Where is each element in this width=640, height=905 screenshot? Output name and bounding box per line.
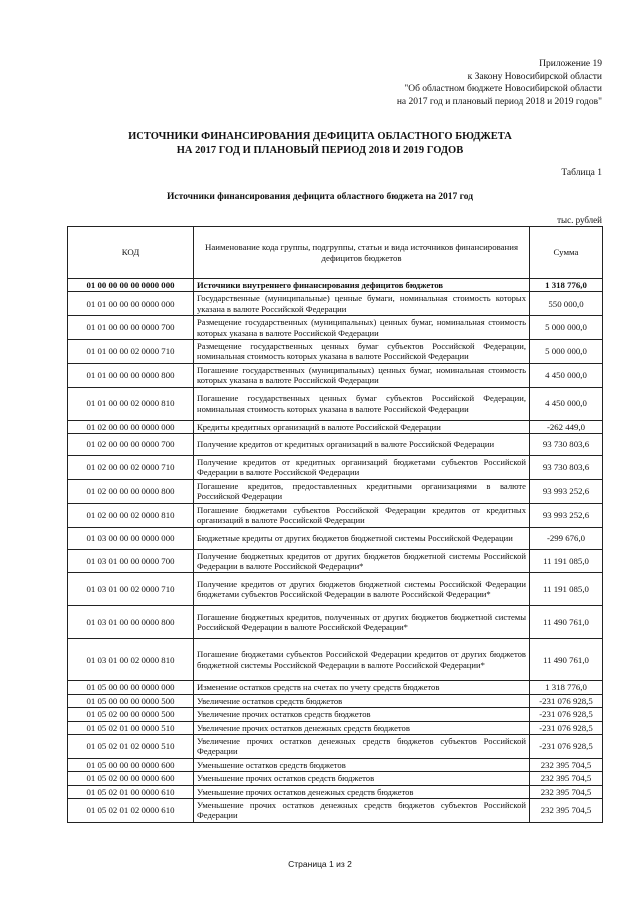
row-sum: 232 395 704,5 (530, 772, 603, 785)
row-code: 01 02 00 00 02 0000 810 (68, 503, 194, 527)
row-sum: 1 318 776,0 (530, 279, 603, 292)
row-code: 01 01 00 00 02 0000 710 (68, 340, 194, 364)
row-sum: -231 076 928,5 (530, 708, 603, 721)
table-subtitle: Источники финансирования дефицита областного бюджета на 2017 год (166, 192, 474, 202)
row-code: 01 02 00 00 00 0000 700 (68, 434, 194, 456)
header-name: Наименование кода группы, подгруппы, статьи и вида источников финансирования дефицитов бюджетов (194, 227, 530, 279)
row-sum: 232 395 704,5 (530, 785, 603, 798)
row-name: Размещение государственных ценных бумаг субъектов Российской Федерации, номинальная стоимость которых указана в валюте Российской Федерации (194, 340, 530, 364)
row-code: 01 02 00 00 02 0000 710 (68, 456, 194, 480)
row-name: Погашение бюджетных кредитов, полученных от других бюджетов бюджетной системы Российской Федерации в валюте Российской Федерации* (194, 606, 530, 639)
row-code: 01 05 02 00 00 0000 500 (68, 708, 194, 721)
row-sum: -231 076 928,5 (530, 721, 603, 734)
header-sum: Сумма (530, 227, 603, 279)
table-row (68, 721, 603, 734)
row-code: 01 05 02 01 02 0000 510 (68, 734, 194, 758)
row-code: 01 05 00 00 00 0000 600 (68, 758, 194, 771)
row-code: 01 03 01 00 02 0000 710 (68, 573, 194, 606)
row-name: Погашение бюджетами субъектов Российской Федерации кредитов от кредитных организаций в валюте Российской Федерации (194, 503, 530, 527)
row-name: Бюджетные кредиты от других бюджетов бюджетной системы Российской Федерации (194, 527, 530, 549)
table-number: Таблица 1 (561, 168, 602, 178)
table-row (68, 758, 603, 771)
row-name: Изменение остатков средств на счетах по учету средств бюджетов (194, 681, 530, 694)
appendix-line-2: к Закону Новосибирской области (467, 71, 602, 82)
table-row (68, 573, 603, 606)
row-sum: 93 993 252,6 (530, 479, 603, 503)
row-name: Кредиты кредитных организаций в валюте Российской Федерации (194, 420, 530, 433)
table-row (68, 456, 603, 480)
table-row (68, 798, 603, 822)
table-row (68, 772, 603, 785)
sources-table (67, 226, 603, 823)
table-row (68, 708, 603, 721)
row-name: Получение кредитов от кредитных организаций в валюте Российской Федерации (194, 434, 530, 456)
appendix-header (397, 58, 602, 108)
row-code: 01 05 00 00 00 0000 500 (68, 694, 194, 707)
row-code: 01 01 00 00 02 0000 810 (68, 387, 194, 420)
table-row (68, 606, 603, 639)
table-row (68, 316, 603, 340)
row-sum: 232 395 704,5 (530, 798, 603, 822)
table-row (68, 549, 603, 573)
document-title (0, 130, 640, 158)
row-sum: 4 450 000,0 (530, 363, 603, 387)
row-name: Получение кредитов от кредитных организаций бюджетами субъектов Российской Федерации в валюте Российской Федерации (194, 456, 530, 480)
row-code: 01 01 00 00 00 0000 800 (68, 363, 194, 387)
appendix-line-3: "Об областном бюджете Новосибирской области (404, 84, 602, 94)
row-name: Получение кредитов от других бюджетов бюджетной системы Российской Федерации бюджетами субъектов Российской Федерации в валюте Российской Федерации* (194, 573, 530, 606)
title-line-2: НА 2017 ГОД И ПЛАНОВЫЙ ПЕРИОД 2018 И 2019 ГОДОВ (176, 145, 464, 156)
row-name: Уменьшение прочих остатков денежных средств бюджетов субъектов Российской Федерации (194, 798, 530, 822)
row-code: 01 01 00 00 00 0000 700 (68, 316, 194, 340)
row-code: 01 03 01 00 00 0000 800 (68, 606, 194, 639)
table-row (68, 387, 603, 420)
appendix-line-1: Приложение 19 (539, 59, 602, 69)
row-sum: 5 000 000,0 (530, 340, 603, 364)
row-name: Государственные (муниципальные) ценные бумаги, номинальная стоимость которых указана в валюте Российской Федерации (194, 292, 530, 316)
table-row (68, 434, 603, 456)
row-name: Уменьшение прочих остатков денежных средств бюджетов (194, 785, 530, 798)
row-name: Получение бюджетных кредитов от других бюджетов бюджетной системы Российской Федерации в валюте Российской Федерации* (194, 549, 530, 573)
row-name: Погашение бюджетами субъектов Российской Федерации кредитов от других бюджетов бюджетной системы Российской Федерации в валюте Российской Федерации* (194, 639, 530, 681)
table-row (68, 694, 603, 707)
row-name: Увеличение остатков средств бюджетов (194, 694, 530, 707)
row-name: Погашение государственных (муниципальных) ценных бумаг, номинальная стоимость которых указана в валюте Российской Федерации (194, 363, 530, 387)
table-row (68, 279, 603, 292)
table-row (68, 503, 603, 527)
row-code: 01 03 01 00 02 0000 810 (68, 639, 194, 681)
row-name: Размещение государственных (муниципальных) ценных бумаг, номинальная стоимость которых указана в валюте Российской Федерации (194, 316, 530, 340)
row-code: 01 03 00 00 00 0000 000 (68, 527, 194, 549)
row-name: Погашение государственных ценных бумаг субъектов Российской Федерации, номинальная стоимость которых указана в валюте Российской Федерации (194, 387, 530, 420)
page-footer: Страница 1 из 2 (288, 859, 352, 869)
appendix-line-4: на 2017 год и плановый период 2018 и 2019 годов" (396, 96, 602, 107)
row-sum: 11 490 761,0 (530, 639, 603, 681)
row-code: 01 02 00 00 00 0000 800 (68, 479, 194, 503)
table-header-row (68, 227, 603, 279)
row-name: Уменьшение прочих остатков средств бюджетов (194, 772, 530, 785)
row-sum: 11 490 761,0 (530, 606, 603, 639)
table-row (68, 681, 603, 694)
table-row (68, 479, 603, 503)
row-name: Увеличение прочих остатков денежных средств бюджетов (194, 721, 530, 734)
table-row (68, 639, 603, 681)
row-sum: 93 993 252,6 (530, 503, 603, 527)
row-sum: -299 676,0 (530, 527, 603, 549)
table-row (68, 363, 603, 387)
row-code: 01 01 00 00 00 0000 000 (68, 292, 194, 316)
table-row (68, 785, 603, 798)
table-row (68, 527, 603, 549)
row-sum: 1 318 776,0 (530, 681, 603, 694)
row-sum: -231 076 928,5 (530, 694, 603, 707)
row-name: Увеличение прочих остатков денежных средств бюджетов субъектов Российской Федерации (194, 734, 530, 758)
table-row (68, 340, 603, 364)
row-name: Источники внутреннего финансирования дефицитов бюджетов (194, 279, 530, 292)
row-code: 01 05 02 01 00 0000 610 (68, 785, 194, 798)
row-sum: -231 076 928,5 (530, 734, 603, 758)
row-sum: 4 450 000,0 (530, 387, 603, 420)
unit-label: тыс. рублей (557, 215, 602, 225)
row-code: 01 03 01 00 00 0000 700 (68, 549, 194, 573)
row-sum: 11 191 085,0 (530, 573, 603, 606)
header-code: КОД (68, 227, 194, 279)
row-sum: 5 000 000,0 (530, 316, 603, 340)
row-sum: 93 730 803,6 (530, 456, 603, 480)
row-name: Уменьшение остатков средств бюджетов (194, 758, 530, 771)
row-code: 01 00 00 00 00 0000 000 (68, 279, 194, 292)
row-code: 01 05 02 01 02 0000 610 (68, 798, 194, 822)
row-sum: 11 191 085,0 (530, 549, 603, 573)
row-code: 01 05 02 01 00 0000 510 (68, 721, 194, 734)
row-sum: -262 449,0 (530, 420, 603, 433)
table-row (68, 420, 603, 433)
row-code: 01 02 00 00 00 0000 000 (68, 420, 194, 433)
row-sum: 93 730 803,6 (530, 434, 603, 456)
table-row (68, 292, 603, 316)
row-sum: 232 395 704,5 (530, 758, 603, 771)
table-row (68, 734, 603, 758)
row-code: 01 05 00 00 00 0000 000 (68, 681, 194, 694)
row-name: Увеличение прочих остатков средств бюджетов (194, 708, 530, 721)
row-sum: 550 000,0 (530, 292, 603, 316)
title-line-1: ИСТОЧНИКИ ФИНАНСИРОВАНИЯ ДЕФИЦИТА ОБЛАСТНОГО БЮДЖЕТА (128, 131, 512, 142)
row-name: Погашение кредитов, предоставленных кредитными организациями в валюте Российской Федерации (194, 479, 530, 503)
row-code: 01 05 02 00 00 0000 600 (68, 772, 194, 785)
